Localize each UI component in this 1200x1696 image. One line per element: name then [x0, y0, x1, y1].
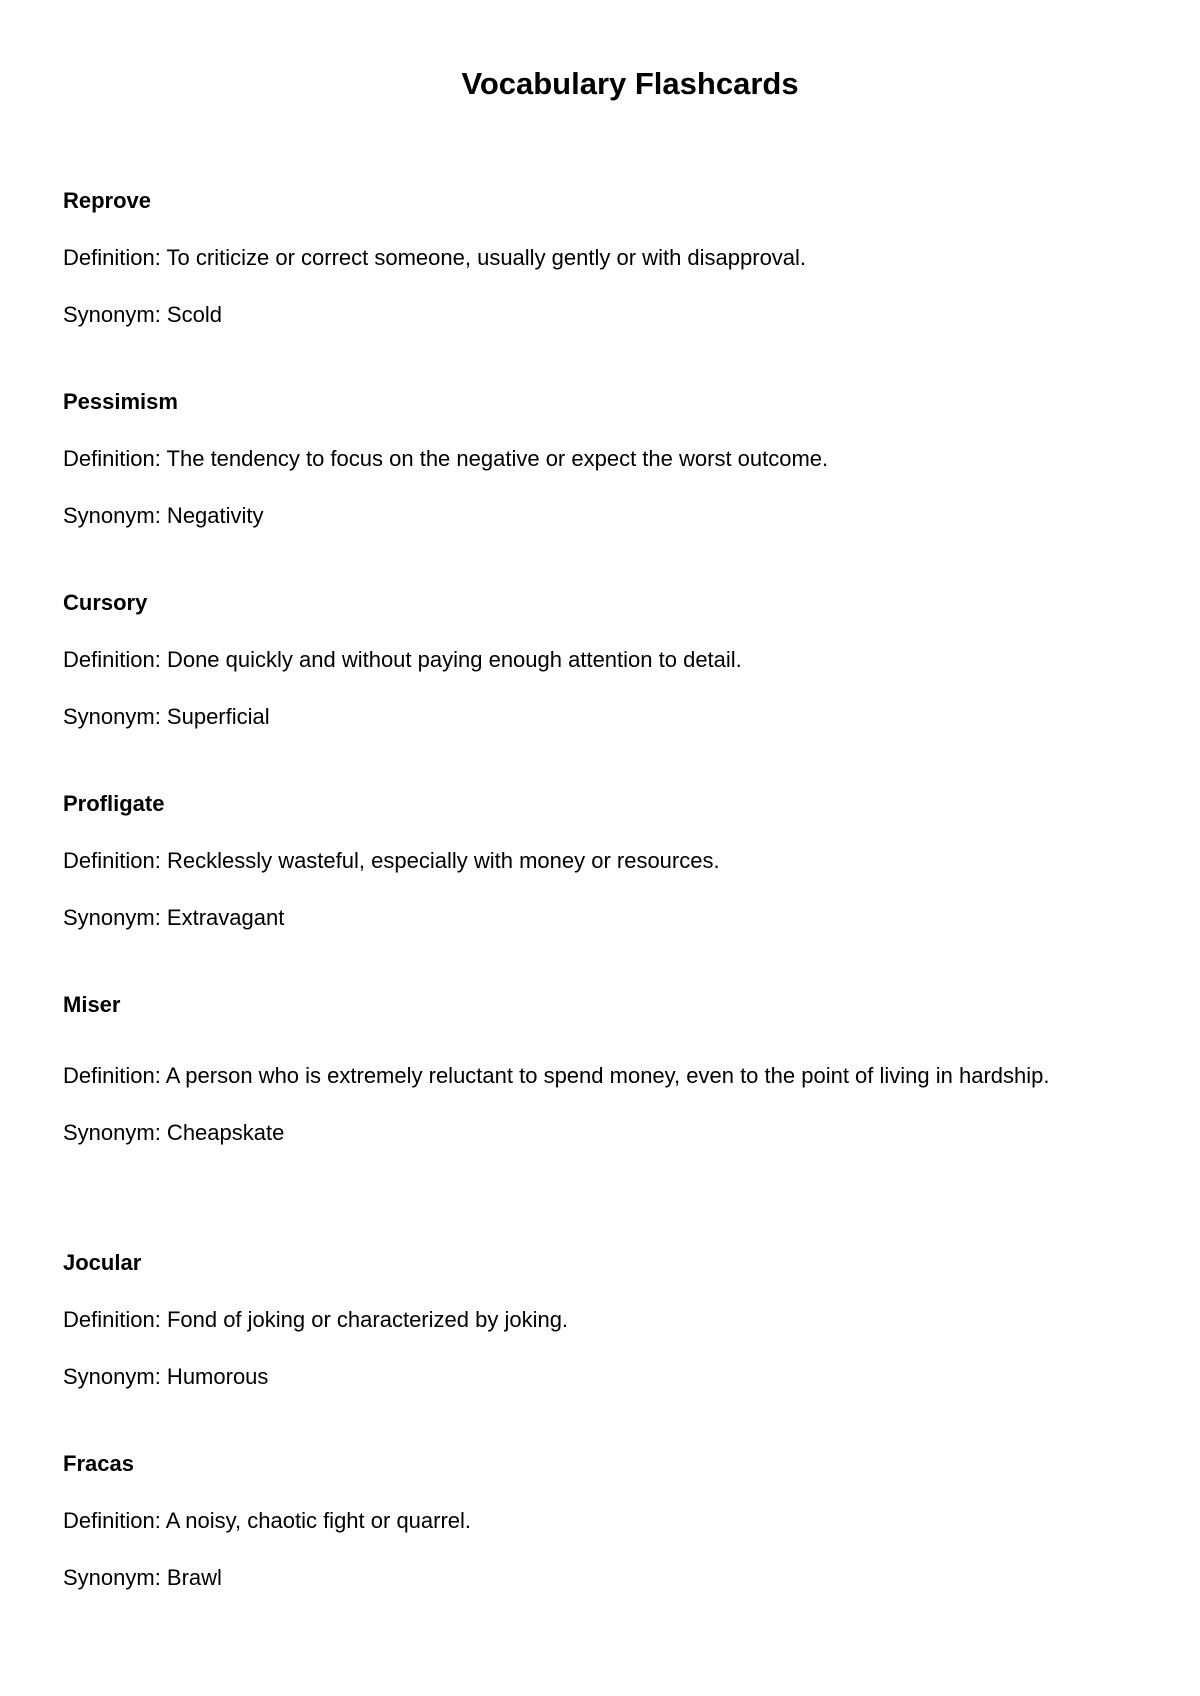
- flashcard-term: Miser: [63, 992, 121, 1017]
- flashcard-term: Pessimism: [63, 389, 178, 414]
- flashcard-synonym: Synonym: Humorous: [63, 1364, 269, 1389]
- flashcard-synonym: Synonym: Brawl: [63, 1565, 222, 1590]
- flashcard-synonym: Synonym: Superficial: [63, 704, 270, 729]
- flashcard-definition: Definition: Done quickly and without paying enough attention to detail.: [63, 647, 742, 672]
- flashcard-synonym: Synonym: Extravagant: [63, 905, 285, 930]
- flashcard-synonym: Synonym: Scold: [63, 302, 222, 327]
- flashcard-definition: Definition: Recklessly wasteful, especially with money or resources.: [63, 848, 720, 873]
- flashcard-reprove: [63, 186, 1143, 330]
- flashcard-term: Cursory: [63, 590, 148, 615]
- flashcard-definition: Definition: A person who is extremely reluctant to spend money, even to the point of living in hardship.: [63, 1063, 1050, 1088]
- page-title: Vocabulary Flashcards: [461, 66, 799, 101]
- flashcard-synonym: Synonym: Cheapskate: [63, 1120, 285, 1145]
- flashcard-cursory: [63, 588, 1143, 732]
- flashcard-definition: Definition: To criticize or correct someone, usually gently or with disapproval.: [63, 245, 807, 270]
- flashcard-term: Fracas: [63, 1451, 134, 1476]
- flashcard-term: Jocular: [63, 1250, 142, 1275]
- flashcard-miser: [63, 990, 1143, 1148]
- flashcard-term: Profligate: [63, 791, 165, 816]
- flashcard-definition: Definition: The tendency to focus on the negative or expect the worst outcome.: [63, 446, 829, 471]
- flashcard-definition: Definition: Fond of joking or characterized by joking.: [63, 1307, 569, 1332]
- flashcard-profligate: [63, 789, 1143, 933]
- flashcard-pessimism: [63, 387, 1143, 531]
- flashcard-fracas: [63, 1449, 1143, 1593]
- flashcard-synonym: Synonym: Negativity: [63, 503, 264, 528]
- flashcard-jocular: [63, 1248, 1143, 1392]
- flashcard-definition: Definition: A noisy, chaotic fight or quarrel.: [63, 1508, 472, 1533]
- flashcard-term: Reprove: [63, 188, 152, 213]
